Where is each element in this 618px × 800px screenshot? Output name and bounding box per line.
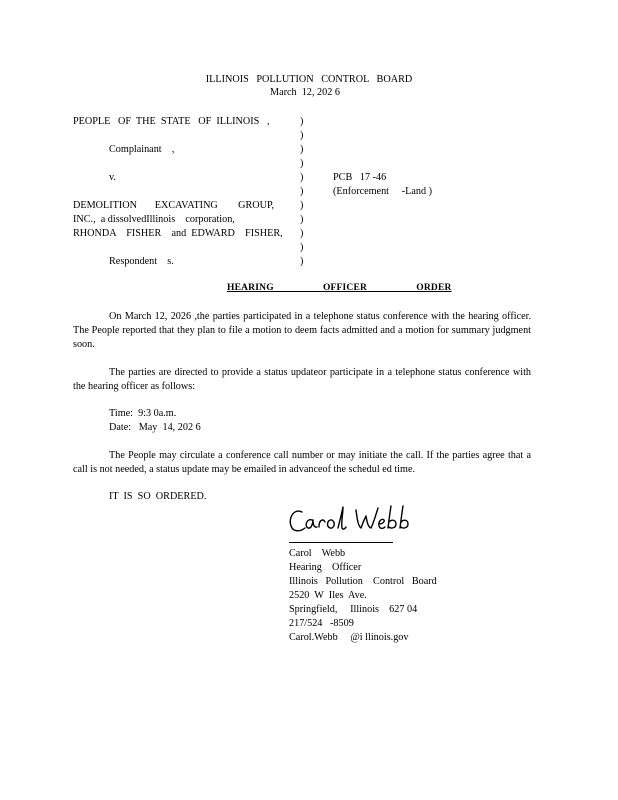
caption-plaintiff: PEOPLE OF THE STATE OF ILLINOIS , (73, 116, 270, 127)
paren: ) (300, 116, 304, 127)
paragraph-directive: The parties are directed to provide a status updateor participate in a telephone status conference with the hearing officer as follows: (73, 367, 531, 392)
conference-time: Time: 9:3 0a.m. (109, 408, 177, 419)
signer-email: Carol.Webb @i llinois.gov (289, 632, 409, 643)
order-title: HEARING OFFICER ORDER (227, 283, 452, 293)
signer-name: Carol Webb (289, 548, 346, 559)
signer-address-street: 2520 W Iles Ave. (289, 590, 367, 601)
paren: ) (300, 186, 304, 197)
signer-agency: Illinois Pollution Control Board (289, 576, 437, 587)
signer-phone: 217/524 -8509 (289, 618, 354, 629)
caption-complainant: Complainant , (109, 144, 175, 155)
handwritten-signature (286, 502, 416, 542)
agency-header: ILLINOIS POLLUTION CONTROL BOARD (205, 74, 413, 85)
paren: ) (300, 130, 304, 141)
paren: ) (300, 144, 304, 155)
signature-line (289, 542, 393, 543)
signer-title: Hearing Officer (289, 562, 362, 573)
case-number: PCB 17 -46 (333, 172, 387, 183)
caption-respondent-label: Respondent s. (109, 256, 174, 267)
paren: ) (300, 242, 304, 253)
paragraph-status-conference: On March 12, 2026 ,the parties participated in a telephone status conference with the hearing officer. The People reported that they plan to file a motion to deem facts admitted and a motion for summary judgment soon. (73, 311, 531, 350)
caption-respondents-line3: RHONDA FISHER and EDWARD FISHER, (73, 228, 283, 239)
conference-date: Date: May 14, 202 6 (109, 422, 201, 433)
closing-statement: IT IS SO ORDERED. (109, 491, 207, 502)
paren: ) (300, 214, 304, 225)
caption-respondents-line2: INC., a dissolvedIllinois corporation, (73, 214, 235, 225)
caption-respondents-line1: DEMOLITION EXCAVATING GROUP, (73, 200, 275, 211)
paren: ) (300, 256, 304, 267)
paren: ) (300, 200, 304, 211)
paren: ) (300, 158, 304, 169)
paren: ) (300, 172, 304, 183)
caption-versus: v. (109, 172, 116, 183)
case-type: (Enforcement -Land ) (333, 186, 432, 197)
paren: ) (300, 228, 304, 239)
paragraph-call-instructions: The People may circulate a conference call number or may initiate the call. If the parties agree that a call is not needed, a status update may be emailed in advanceof the schedul ed time. (73, 450, 531, 475)
caption-parentheses (300, 115, 310, 269)
signer-address-city: Springfield, Illinois 627 04 (289, 604, 418, 615)
signature-block (289, 547, 437, 645)
document-date: March 12, 202 6 (270, 87, 340, 98)
